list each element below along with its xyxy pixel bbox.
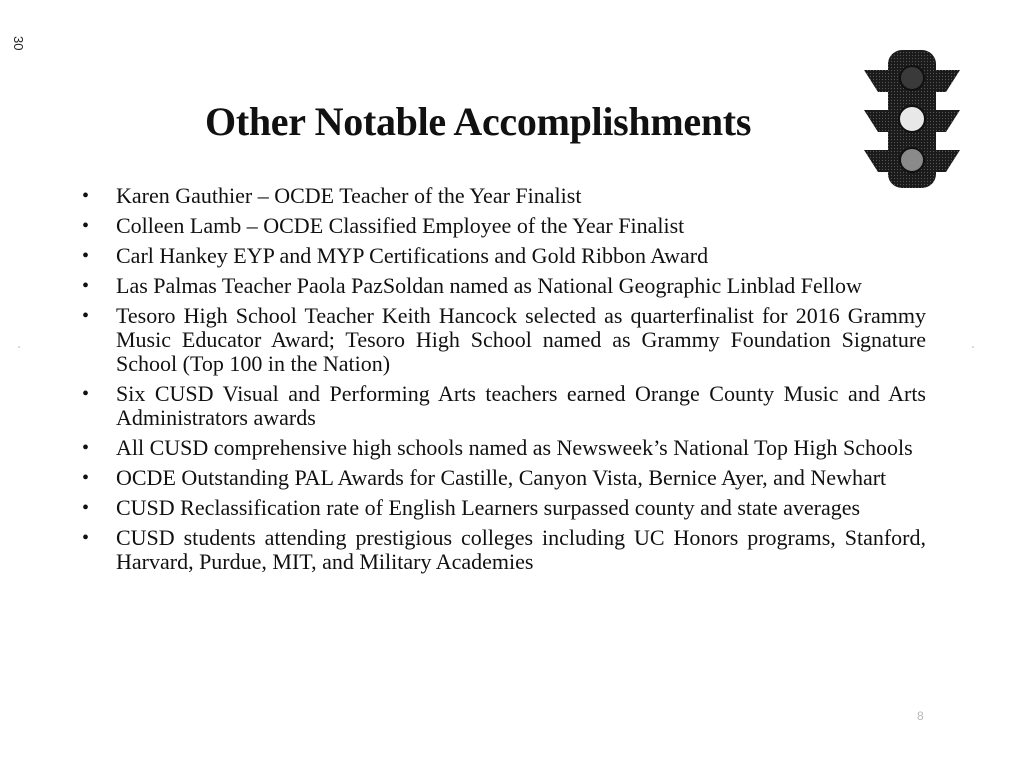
list-item [78, 466, 926, 490]
scan-speck [18, 346, 20, 348]
list-item [78, 274, 926, 298]
list-item-text: CUSD Reclassification rate of English Learners surpassed county and state averages [116, 495, 861, 520]
bullet-icon: • [82, 383, 90, 405]
list-item [78, 526, 926, 574]
list-item-text: All CUSD comprehensive high schools named as Newsweek’s National Top High Schools [116, 435, 913, 460]
bullet-icon: • [82, 185, 90, 207]
list-item [78, 496, 926, 520]
bullet-icon: • [82, 527, 90, 549]
bullet-icon: • [82, 245, 90, 267]
list-item [78, 184, 926, 208]
list-item-text: Six CUSD Visual and Performing Arts teachers earned Orange County Music and Arts Administrators awards [116, 381, 926, 430]
bullet-icon: • [82, 305, 90, 327]
bullet-icon: • [82, 275, 90, 297]
bullet-icon: • [82, 467, 90, 489]
bullet-icon: • [82, 215, 90, 237]
list-item-text: Colleen Lamb – OCDE Classified Employee of the Year Finalist [116, 213, 685, 238]
traffic-light-icon [860, 48, 964, 190]
accomplishments-list [78, 184, 926, 580]
list-item-text: Las Palmas Teacher Paola PazSoldan named as National Geographic Linblad Fellow [116, 273, 862, 298]
bullet-icon: • [82, 437, 90, 459]
margin-page-number: 30 [11, 36, 26, 51]
list-item-text: Carl Hankey EYP and MYP Certifications and Gold Ribbon Award [116, 243, 709, 268]
list-item-text: Tesoro High School Teacher Keith Hancock selected as quarterfinalist for 2016 Grammy Music Educator Award; Tesoro High School named as Grammy Foundation Signature School (Top 100 in the Nation) [116, 303, 926, 376]
list-item-text: CUSD students attending prestigious colleges including UC Honors programs, Stanford, Harvard, Purdue, MIT, and Military Academies [116, 525, 926, 574]
list-item-text: OCDE Outstanding PAL Awards for Castille, Canyon Vista, Bernice Ayer, and Newhart [116, 465, 887, 490]
list-item [78, 436, 926, 460]
slide-number: 8 [917, 709, 924, 723]
list-item [78, 382, 926, 430]
slide-title: Other Notable Accomplishments [205, 99, 752, 144]
list-item [78, 244, 926, 268]
list-item [78, 304, 926, 376]
scan-speck [972, 346, 974, 348]
list-item-text: Karen Gauthier – OCDE Teacher of the Year Finalist [116, 183, 582, 208]
bullet-icon: • [82, 497, 90, 519]
list-item [78, 214, 926, 238]
